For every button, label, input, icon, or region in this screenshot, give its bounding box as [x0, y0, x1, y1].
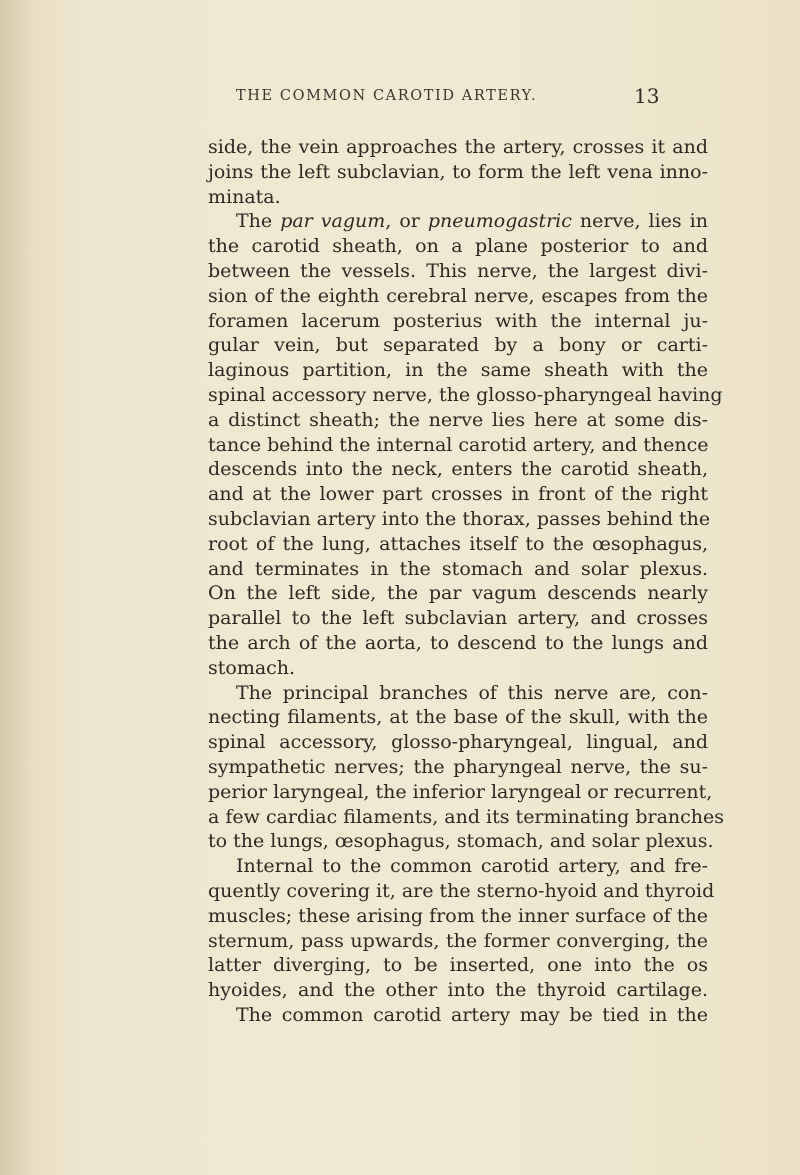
- text-line: and terminates in the stomach and solar plexus.: [208, 557, 708, 580]
- text-line: gular vein, but separated by a bony or carti-: [208, 334, 708, 357]
- text-line: stomach.: [208, 656, 296, 679]
- text-line: root of the lung, attaches itself to the œsophagus,: [208, 532, 708, 555]
- page-header: [0, 84, 800, 112]
- text-line: On the left side, the par vagum descends nearly: [208, 582, 708, 605]
- text-line: sternum, pass upwards, the former converging, the: [208, 929, 708, 952]
- text-line: side, the vein approaches the artery, crosses it and: [208, 136, 708, 158]
- text-line: sympathetic nerves; the pharyngeal nerve, the su-: [208, 755, 708, 778]
- text-line: The principal branches of this nerve are, con-: [236, 681, 708, 704]
- text-fragment: The: [236, 210, 281, 233]
- text-fragment: , or: [385, 210, 428, 233]
- text-line: sion of the eighth cerebral nerve, escapes from the: [208, 284, 708, 307]
- text-line: perior laryngeal, the inferior laryngeal or recurrent,: [208, 780, 713, 803]
- italic-term: par vagum: [280, 210, 386, 233]
- text-line: Internal to the common carotid artery, and fre-: [236, 855, 708, 878]
- text-line: to the lungs, œsophagus, stomach, and solar plexus.: [208, 830, 714, 853]
- text-line: minata.: [208, 185, 281, 208]
- text-line: The common carotid artery may be tied in the: [236, 1003, 708, 1026]
- text-line: between the vessels. This nerve, the largest divi-: [208, 259, 708, 282]
- text-line: a distinct sheath; the nerve lies here at some dis-: [208, 408, 708, 431]
- body-text: [208, 135, 725, 1028]
- text-line: subclavian artery into the thorax, passes behind the: [208, 507, 711, 530]
- text-line: descends into the neck, enters the carotid sheath,: [208, 458, 708, 481]
- text-line: a few cardiac filaments, and its terminating branches: [208, 805, 725, 828]
- text-line: tance behind the internal carotid artery, and thence: [208, 433, 709, 456]
- text-line: laginous partition, in the same sheath with the: [208, 359, 708, 382]
- text-line: the carotid sheath, on a plane posterior to and: [208, 235, 708, 258]
- text-line: hyoides, and the other into the thyroid cartilage.: [208, 979, 708, 1002]
- text-line: latter diverging, to be inserted, one into the os: [208, 954, 708, 977]
- text-line: [208, 209, 708, 234]
- italic-term: pneumogastric: [427, 210, 572, 233]
- text-line: quently covering it, are the sterno-hyoid and thyroid: [208, 879, 715, 902]
- text-line: foramen lacerum posterius with the internal ju-: [208, 309, 708, 332]
- text-line: and at the lower part crosses in front of the right: [208, 483, 708, 506]
- text-line: parallel to the left subclavian artery, and crosses: [208, 607, 708, 630]
- text-line: joins the left subclavian, to form the left vena inno-: [208, 160, 708, 183]
- text-line: necting filaments, at the base of the skull, with the: [208, 706, 708, 729]
- running-head: THE COMMON CAROTID ARTERY.: [236, 88, 538, 104]
- text-line: spinal accessory nerve, the glosso-pharyngeal having: [208, 383, 723, 406]
- text-line: spinal accessory, glosso-pharyngeal, lingual, and: [208, 731, 708, 754]
- text-line: muscles; these arising from the inner surface of the: [208, 904, 708, 927]
- text-line: the arch of the aorta, to descend to the lungs and: [208, 631, 708, 654]
- page-number: 13: [634, 84, 660, 108]
- page-gutter-shadow: [0, 0, 36, 1175]
- text-fragment: nerve, lies in: [571, 210, 708, 233]
